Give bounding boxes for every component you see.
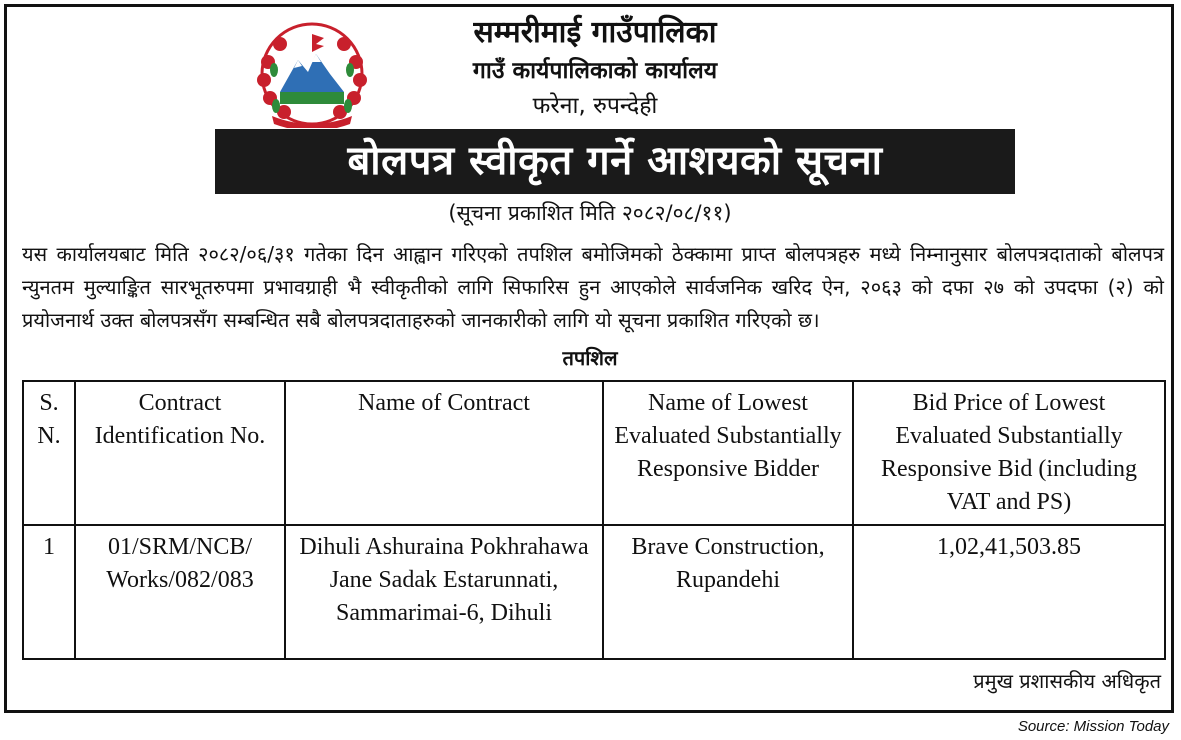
bid-table [22, 380, 1166, 660]
header-contract-id: Contract Identification No. [75, 381, 285, 525]
header-sn: S. N. [23, 381, 75, 525]
signature-title: प्रमुख प्रशासकीय अधिकृत [973, 669, 1161, 693]
table-row [23, 525, 1165, 659]
header-contract-name: Name of Contract [285, 381, 603, 525]
table-header-row [23, 381, 1165, 525]
published-date: (सूचना प्रकाशित मिति २०८२/०८/११) [448, 201, 732, 225]
cell-bid-price: 1,02,41,503.85 [853, 525, 1165, 659]
notice-body: यस कार्यालयबाट मिति २०८२/०६/३१ गतेका दिन आह्वान गरिएको तपशिल बमोजिमको ठेक्कामा प्राप्त बोलपत्रहरु मध्ये निम्नानुसार बोलपत्रदाताको बोलपत्र न्युनतम मुल्याङ्कित सारभूतरुपमा प्रभावग्राही भै स्वीकृतीको लागि सिफारिस हुन आएकोले सार्वजनिक खरिद ऐन, २०६३ को दफा २७ को उपदफा (२) को प्रयोजनार्थ उक्त बोलपत्रसँग सम्बन्धित सबै बोलपत्रदाताहरुको जानकारीको लागि यो सूचना प्रकाशित गरिएको छ। [22, 242, 1164, 332]
cell-contract-id: 01/SRM/NCB/ Works/082/083 [75, 525, 285, 659]
nepal-emblem-icon [250, 22, 375, 128]
office-location: फरेना, रुपन्देही [532, 93, 658, 119]
notice-title-banner: बोलपत्र स्वीकृत गर्ने आशयको सूचना [215, 129, 1015, 194]
office-name: गाउँ कार्यपालिकाको कार्यालय [472, 58, 718, 84]
header-bid-price: Bid Price of Lowest Evaluated Substantially Responsive Bid (including VAT and PS) [853, 381, 1165, 525]
section-title: तपशिल [562, 346, 618, 370]
cell-contract-name: Dihuli Ashuraina Pokhrahawa Jane Sadak Estarunnati, Sammarimai-6, Dihuli [285, 525, 603, 659]
header-bidder: Name of Lowest Evaluated Substantially Responsive Bidder [603, 381, 853, 525]
cell-bidder: Brave Construction, Rupandehi [603, 525, 853, 659]
cell-sn: 1 [23, 525, 75, 659]
organization-name: सम्मरीमाई गाउँपालिका [473, 15, 717, 50]
source-credit: Source: Mission Today [1017, 718, 1169, 735]
